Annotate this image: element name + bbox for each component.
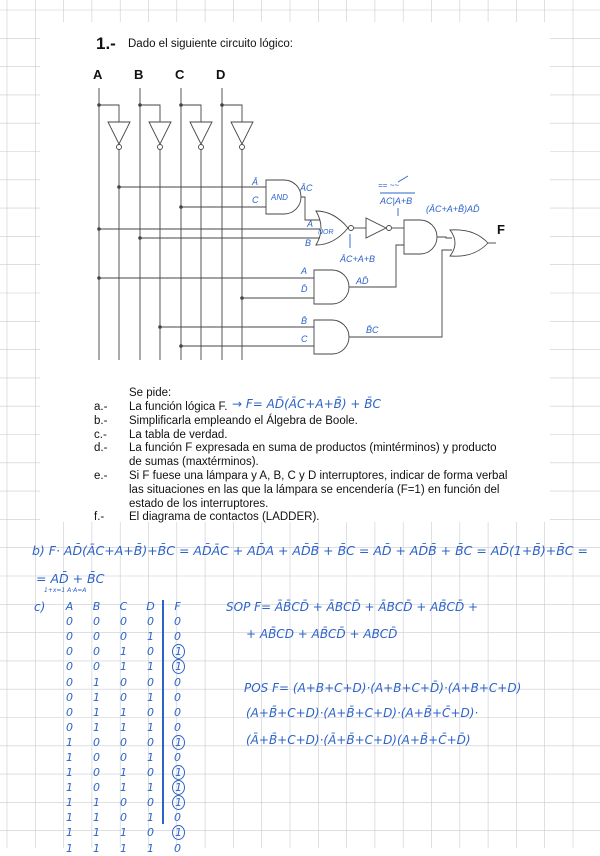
sop-line-2: + AB̄CD + AB̄CD̄ + ABCD̄ — [246, 627, 398, 641]
truth-table-cell: 1 — [120, 720, 127, 734]
truth-table-cell: 0 — [66, 645, 73, 659]
truth-table-cell: 0 — [174, 750, 181, 764]
question-text: Si F fuese una lámpara y A, B, C y D interruptores, indicar de forma verbal — [129, 470, 508, 482]
truth-table-cell: 1 — [66, 841, 73, 855]
truth-table-header-cell: C — [119, 600, 128, 614]
question-letter: e.- — [94, 470, 108, 482]
truth-table-cell: 0 — [120, 690, 127, 704]
inverter-top-label: AC|A+B — [380, 196, 413, 206]
and1-output: ĀC — [300, 183, 313, 193]
truth-table-cell: 1 — [93, 675, 100, 689]
truth-table-cell: 1 — [93, 811, 100, 825]
question-text: de sumas (maxtérminos). — [129, 456, 259, 469]
output-label-f: F — [497, 222, 505, 237]
and1-input-a-bar: Ā — [252, 177, 259, 187]
and2-input-a: A — [301, 266, 308, 276]
truth-table-cell: 1 — [120, 705, 127, 719]
truth-table-cell: 0 — [120, 811, 127, 825]
truth-table-cell: 0 — [174, 841, 181, 855]
truth-table-cell: 1 — [66, 811, 73, 825]
truth-table-cell: 0 — [66, 615, 73, 629]
input-label-b: B — [134, 67, 144, 82]
question-letter: a.- — [94, 401, 108, 413]
truth-table-cell: 0 — [147, 796, 154, 810]
truth-table-cell: 1 — [147, 841, 154, 855]
input-label-d: D — [216, 67, 226, 82]
truth-table-cell: 1 — [120, 841, 127, 855]
truth-table-row — [56, 629, 192, 644]
and1-label: AND — [271, 193, 288, 202]
truth-table-header-cell: B — [92, 600, 101, 614]
truth-table-cell: 0 — [147, 645, 154, 659]
truth-table-cell: 1 — [120, 826, 127, 840]
truth-table-row — [56, 720, 192, 735]
nor-input-b: B — [305, 238, 312, 248]
truth-table-header — [56, 599, 192, 614]
truth-table-cell: 0 — [66, 705, 73, 719]
truth-table-cell: 0 — [66, 690, 73, 704]
truth-table-cell: 1 — [120, 766, 127, 780]
truth-table-cell: 1 — [147, 750, 154, 764]
truth-table-cell: 1 — [93, 796, 100, 810]
truth-table-cell: 0 — [147, 826, 154, 840]
truth-table-cell: 1 — [172, 765, 185, 780]
question-text: estado de los interruptores. — [129, 497, 269, 510]
pos-line-3: (Ā+B̄+C+D)·(Ā+B̄+C+D)(A+B̄+C̄+D̄) — [246, 733, 471, 747]
truth-table-cell: 1 — [147, 660, 154, 674]
truth-table-cell: 0 — [174, 811, 181, 825]
truth-table-row — [56, 795, 192, 810]
truth-table-cell: 0 — [93, 660, 100, 674]
answer-b-line: b) F· AD̄(ĀC+A+B̄)+B̄C = AD̄ĀC + AD̄A + AD̄B̄ + B̄C = AD̄ + AD̄B̄ + B̄C = AD̄(1+B̄)+B̄C = — [32, 543, 588, 558]
truth-table-cell: 0 — [93, 735, 100, 749]
truth-table-cell: 0 — [174, 630, 181, 644]
truth-table-cell: 1 — [66, 750, 73, 764]
question-letter: f.- — [94, 511, 105, 524]
truth-table-cell: 0 — [147, 675, 154, 689]
truth-table-cell: 0 — [120, 796, 127, 810]
truth-table-cell: 1 — [93, 720, 100, 734]
truth-table-cell: 0 — [93, 630, 100, 644]
truth-table-cell: 1 — [147, 630, 154, 644]
question-text: La función F expresada en suma de productos (mintérminos) y producto — [129, 442, 497, 455]
truth-table-row — [56, 690, 192, 705]
nor-label: NOR — [318, 229, 334, 236]
truth-table-cell: 1 — [66, 766, 73, 780]
truth-table-cell: 1 — [147, 720, 154, 734]
nor-input-a: A — [307, 219, 314, 229]
question-letter: c.- — [94, 428, 107, 441]
truth-table-cell: 0 — [66, 660, 73, 674]
pos-line-1: POS F= (A+B+C+D)·(A+B+C+D̄)·(A+B+C+D) — [244, 681, 522, 695]
truth-table-row — [56, 705, 192, 720]
truth-table-cell: 1 — [66, 781, 73, 795]
truth-table-cell: 0 — [120, 750, 127, 764]
truth-table-cell: 1 — [93, 841, 100, 855]
truth-table-row — [56, 825, 192, 840]
truth-table-cell: 0 — [93, 750, 100, 764]
truth-table-header-cell: D — [146, 600, 155, 614]
truth-table-row — [56, 765, 192, 780]
truth-table-cell: 1 — [66, 735, 73, 749]
truth-table-cell: 0 — [174, 705, 181, 719]
truth-table-cell: 1 — [147, 781, 154, 795]
truth-table-cell: 0 — [93, 645, 100, 659]
truth-table-cell: 0 — [93, 781, 100, 795]
truth-table-cell: 1 — [172, 659, 185, 674]
questions-intro: Se pide: — [129, 387, 172, 399]
nor-output: ĀC+A+B — [340, 254, 376, 264]
truth-table-cell: 0 — [147, 766, 154, 780]
pos-line-2: (A+B̄+C+D)·(A+B̄+C+D)·(A+B̄+C̄+D)· — [246, 706, 479, 720]
truth-table-header-cell: F — [174, 600, 181, 614]
truth-table-row — [56, 810, 192, 825]
truth-table-cell: 0 — [174, 690, 181, 704]
question-text: La función lógica F. — [129, 401, 228, 413]
question-text: las situaciones en las que la lámpara se encendería (F=1) en función del — [129, 483, 500, 496]
truth-table-separator — [162, 600, 164, 824]
and2-input-d-bar: D̄ — [301, 284, 308, 294]
sop-line-1: SOP F= ĀB̄CD̄ + ĀBCD̄ + ĀBCD̄ + AB̄CD̄ + — [226, 600, 479, 614]
truth-table-cell: 0 — [174, 615, 181, 629]
answer-b-result: = AD̄ + B̄C — [36, 571, 105, 586]
truth-table-cell: 0 — [93, 766, 100, 780]
truth-table-cell: 1 — [172, 780, 185, 795]
truth-table-cell: 1 — [66, 826, 73, 840]
truth-table-cell: 0 — [66, 675, 73, 689]
question-letter: b.- — [94, 414, 108, 427]
truth-table-cell: 0 — [147, 615, 154, 629]
truth-table — [56, 599, 192, 856]
truth-table-cell: 1 — [172, 825, 185, 840]
and4-output: (ĀC+A+B̄)AD̄ — [426, 204, 480, 214]
truth-table-row — [56, 750, 192, 765]
truth-table-cell: 1 — [172, 644, 185, 659]
and3-input-b-bar: B̄ — [301, 316, 308, 326]
truth-table-row — [56, 841, 192, 856]
truth-table-cell: 1 — [93, 826, 100, 840]
answer-c-label: c) — [34, 600, 46, 614]
truth-table-cell: 1 — [66, 796, 73, 810]
truth-table-cell: 0 — [147, 735, 154, 749]
truth-table-cell: 0 — [93, 615, 100, 629]
truth-table-cell: 0 — [174, 720, 181, 734]
problem-number: 1.- — [96, 34, 116, 53]
inverter-top-mark: == ~~ — [378, 181, 399, 190]
truth-table-row — [56, 614, 192, 629]
question-text: La tabla de verdad. — [129, 428, 228, 441]
truth-table-row — [56, 674, 192, 689]
truth-table-row — [56, 659, 192, 674]
truth-table-cell: 1 — [172, 735, 185, 750]
truth-table-cell: 0 — [120, 615, 127, 629]
truth-table-cell: 0 — [66, 630, 73, 644]
answer-a: → F= AD̄(ĀC+A+B̄) + B̄C — [232, 397, 381, 411]
and1-input-c: C — [252, 195, 259, 205]
question-text: Simplificarla empleando el Álgebra de Boole. — [129, 414, 358, 427]
truth-table-cell: 0 — [174, 675, 181, 689]
truth-table-cell: 0 — [66, 720, 73, 734]
truth-table-cell: 0 — [120, 630, 127, 644]
truth-table-cell: 1 — [147, 811, 154, 825]
logic-circuit — [0, 0, 600, 400]
truth-table-cell: 1 — [93, 705, 100, 719]
question-letter: d.- — [94, 442, 108, 455]
question-text: El diagrama de contactos (LADDER). — [129, 511, 320, 524]
truth-table-cell: 0 — [147, 705, 154, 719]
truth-table-row — [56, 735, 192, 750]
truth-table-cell: 1 — [120, 660, 127, 674]
truth-table-cell: 1 — [147, 690, 154, 704]
problem-statement: Dado el siguiente circuito lógico: — [128, 38, 293, 50]
truth-table-row — [56, 780, 192, 795]
truth-table-cell: 1 — [93, 690, 100, 704]
truth-table-header-cell: A — [65, 600, 74, 614]
truth-table-row — [56, 644, 192, 659]
input-label-a: A — [93, 67, 103, 82]
and2-output: AD̄ — [356, 276, 369, 286]
truth-table-cell: 0 — [120, 675, 127, 689]
and3-input-c: C — [301, 334, 308, 344]
answer-b-note: 1+x=1 A·A=A — [44, 587, 87, 594]
and3-output: B̄C — [366, 325, 379, 335]
truth-table-cell: 1 — [120, 645, 127, 659]
truth-table-cell: 1 — [172, 795, 185, 810]
input-label-c: C — [175, 67, 185, 82]
truth-table-cell: 1 — [120, 781, 127, 795]
truth-table-cell: 0 — [120, 735, 127, 749]
